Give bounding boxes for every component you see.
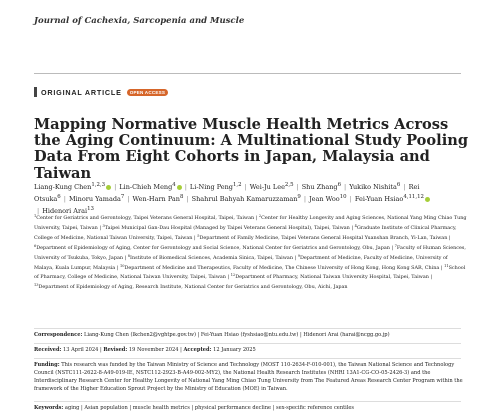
author-name[interactable]: Minoru Yamada xyxy=(68,195,121,204)
date-label: Received: xyxy=(34,347,62,353)
article-type-marker xyxy=(34,87,37,97)
affiliation-text: Department of Pharmacy, National Taiwan University Hospital, Taipei, Taiwan xyxy=(235,274,429,281)
funding-block xyxy=(34,361,465,393)
author-affiliation-marker: 10 xyxy=(339,194,347,201)
funding-label: Funding: xyxy=(34,362,60,368)
article-type-label: ORIGINAL ARTICLE xyxy=(41,87,122,97)
date-separator: | xyxy=(178,347,184,353)
divider-rule xyxy=(34,401,461,402)
author-name[interactable]: Hidenori Arai xyxy=(42,207,88,216)
affiliation-number: 13 xyxy=(34,283,39,288)
orcid-icon[interactable] xyxy=(425,197,430,202)
affiliation-number: 4 xyxy=(354,223,357,228)
dates-line xyxy=(34,346,465,354)
affiliation-number: 11 xyxy=(444,263,449,268)
affiliation-separator: | xyxy=(225,274,231,281)
author-name[interactable]: Rei Otsuka xyxy=(34,183,420,204)
author-separator: | xyxy=(244,183,247,192)
affiliation-text: Center for Healthy Longevity and Aging Sciences, National Yang Ming Chiao Tung University, Taipei, Taiwan xyxy=(34,215,467,231)
author-separator: | xyxy=(37,207,40,216)
correspondence-label: Correspondence: xyxy=(34,332,83,338)
author-separator: | xyxy=(114,183,117,192)
keywords-label: Keywords: xyxy=(34,405,64,411)
author-name[interactable]: Fei-Yuan Hsiao xyxy=(354,195,404,204)
divider-rule xyxy=(34,358,461,359)
correspondence-line xyxy=(34,331,465,339)
date-label: Revised: xyxy=(103,347,128,353)
author-separator: | xyxy=(344,183,347,192)
author-name[interactable]: Liang-Kung Chen xyxy=(34,183,92,192)
author-separator: | xyxy=(349,195,352,204)
divider-rule xyxy=(34,328,461,329)
author-affiliation-marker: 4,11,12 xyxy=(403,194,424,201)
affiliation-separator: | xyxy=(292,254,298,261)
author-separator: | xyxy=(184,183,187,192)
affiliation-number: 6 xyxy=(34,243,37,248)
date-value: 13 April 2024 xyxy=(63,347,99,353)
affiliation-separator: | xyxy=(123,254,128,261)
affiliation-separator: | xyxy=(349,224,355,231)
orcid-icon[interactable] xyxy=(106,185,111,190)
author-separator: | xyxy=(63,195,66,204)
header-rule xyxy=(34,73,461,74)
affiliation-number: 2 xyxy=(258,214,262,218)
affiliation-text: Department of Family Medicine, Taipei Veterans General Hospital Yuanshan Branch, Yi-Lan, Taiwan xyxy=(199,234,448,241)
affiliation-separator: | xyxy=(97,224,103,231)
affiliation-number: 10 xyxy=(119,263,125,268)
date-value: 19 November 2024 xyxy=(128,347,179,353)
affiliation-separator: | xyxy=(447,234,451,241)
affiliation-number: 1 xyxy=(34,214,37,218)
affiliation-text: Department of Epidemiology of Aging, Research Institute, National Center for Geriatrics and Gerontology, Obu, Aichi, Japan xyxy=(38,284,348,291)
affiliation-number: 7 xyxy=(394,243,397,248)
keywords-line xyxy=(34,404,465,412)
author-separator: | xyxy=(296,183,299,192)
author-affiliation-marker: 2,5 xyxy=(284,182,294,188)
affiliation-text: Institute of Biomedical Sciences, Academia Sinica, Taipei, Taiwan xyxy=(130,254,293,261)
date-label: Accepted: xyxy=(183,347,212,353)
author-separator: | xyxy=(403,183,406,192)
author-affiliation-marker: 7 xyxy=(120,194,125,201)
divider-rule xyxy=(34,343,461,344)
author-name[interactable]: Yukiko Nishita xyxy=(349,183,397,192)
affiliation-number: 5 xyxy=(197,233,200,238)
author-name[interactable]: Li-Ning Peng xyxy=(189,183,233,192)
author-affiliation-marker: 13 xyxy=(87,206,94,213)
author-name[interactable]: Lin-Chieh Meng xyxy=(119,183,173,192)
affiliation-separator: | xyxy=(389,244,395,251)
funding-text: This research was funded by the Taiwan Ministry of Science and Technology (MOST 110-2634-F-010-001), the Taiwan National Science and Technology Council (NSTC111-2622-8-A49-019-IE, NSTC112-2923-B-A49-002-MY2), the National Health Research Institutes (NHRI 13A1-CG-CO-05-2426-3) and the Interdisciplinary Research Center for Healthy Longevity of National Yang Ming Chiao Tung University from The Featured Areas Research Center Program within the framework of the Higher Education Sprout Project by the Ministry of Education (MOE) in Taiwan. xyxy=(34,362,463,392)
correspondence-text[interactable]: Liang-Kung Chen (lkchen2@vghtpe.gov.tw) | Fei-Yuan Hsiao (fyshsiao@ntu.edu.tw) | Hidenori Arai (harai@ncgg.go.jp) xyxy=(83,332,390,338)
affiliation-text: Faculty of Human Sciences, University of Tsukuba, Tokyo, Japan xyxy=(34,244,466,261)
author-affiliation-marker: 6 xyxy=(57,194,61,201)
affiliation-text: Department of Medicine, Faculty of Medicine, University of Malaya, Kuala Lumpur, Malaysia xyxy=(34,254,448,271)
author-name[interactable]: Shu Zhang xyxy=(301,183,338,192)
date-separator: | xyxy=(98,347,104,353)
affiliation-text: School of Pharmacy, College of Medicine, National Taiwan University, Taipei, Taiwan xyxy=(34,264,466,281)
author-affiliation-marker: 9 xyxy=(297,194,301,201)
keywords-text: aging | Asian population | muscle health metrics | physical performance decline | sex-specific reference centiles xyxy=(64,405,355,411)
author-name[interactable]: Wei-Ju Lee xyxy=(249,183,285,192)
affiliation-text: Center for Geriatrics and Gerontology, Taipei Veterans General Hospital, Taipei, Taiwan xyxy=(36,215,255,221)
author-separator: | xyxy=(303,195,307,204)
affiliation-separator: | xyxy=(428,274,433,281)
author-affiliation-marker: 1,2 xyxy=(232,182,242,188)
author-name[interactable]: Wen-Harn Pan xyxy=(132,195,180,204)
affiliation-separator: | xyxy=(439,264,445,271)
affiliation-number: 8 xyxy=(127,253,131,258)
affiliation-number: 9 xyxy=(297,253,300,258)
open-access-badge[interactable]: OPEN ACCESS xyxy=(127,89,168,96)
article-type-row xyxy=(34,86,168,98)
affiliation-number: 3 xyxy=(102,223,105,228)
affiliation-text: Department of Medicine and Therapeutics, Faculty of Medicine, The Chinese University of Hong Kong, Hong Kong SAR, China xyxy=(124,264,440,271)
author-name[interactable]: Shahrul Bahyah Kamaruzzaman xyxy=(191,195,298,204)
affiliation-separator: | xyxy=(115,264,120,271)
affiliation-list xyxy=(34,213,467,292)
author-affiliation-marker: 4 xyxy=(172,182,176,188)
journal-name: Journal of Cachexia, Sarcopenia and Muscle xyxy=(34,16,245,26)
affiliation-number: 12 xyxy=(230,273,236,278)
author-affiliation-marker: 6 xyxy=(337,182,342,188)
author-affiliation-marker: 8 xyxy=(179,194,184,201)
orcid-icon[interactable] xyxy=(177,185,182,190)
author-list xyxy=(34,180,461,216)
affiliation-separator: | xyxy=(254,215,259,221)
article-title: Mapping Normative Muscle Health Metrics Across the Aging Continuum: A Multinational Study Pooling Data From Eight Cohorts in Japan, Malaysia and Taiwan xyxy=(34,116,469,182)
author-name[interactable]: Jean Woo xyxy=(309,195,340,204)
author-separator: | xyxy=(186,195,189,204)
affiliation-text: Graduate Institute of Clinical Pharmacy, College of Medicine, National Taiwan University, Taipei, Taiwan xyxy=(34,224,457,241)
author-affiliation-marker: 6 xyxy=(396,182,401,188)
affiliation-text: Taipei Municipal Gan-Dau Hospital (Managed by Taipei Veterans General Hospital), Taipei, Taiwan xyxy=(104,224,350,231)
author-affiliation-marker: 1,2,3 xyxy=(91,182,106,188)
affiliation-text: Department of Epidemiology of Aging, Center for Gerontology and Social Science, National Center for Geriatrics and Gerontology, Obu, Japan xyxy=(36,244,390,251)
author-separator: | xyxy=(127,195,130,204)
date-value: 12 January 2025 xyxy=(213,347,256,353)
affiliation-separator: | xyxy=(192,234,198,241)
